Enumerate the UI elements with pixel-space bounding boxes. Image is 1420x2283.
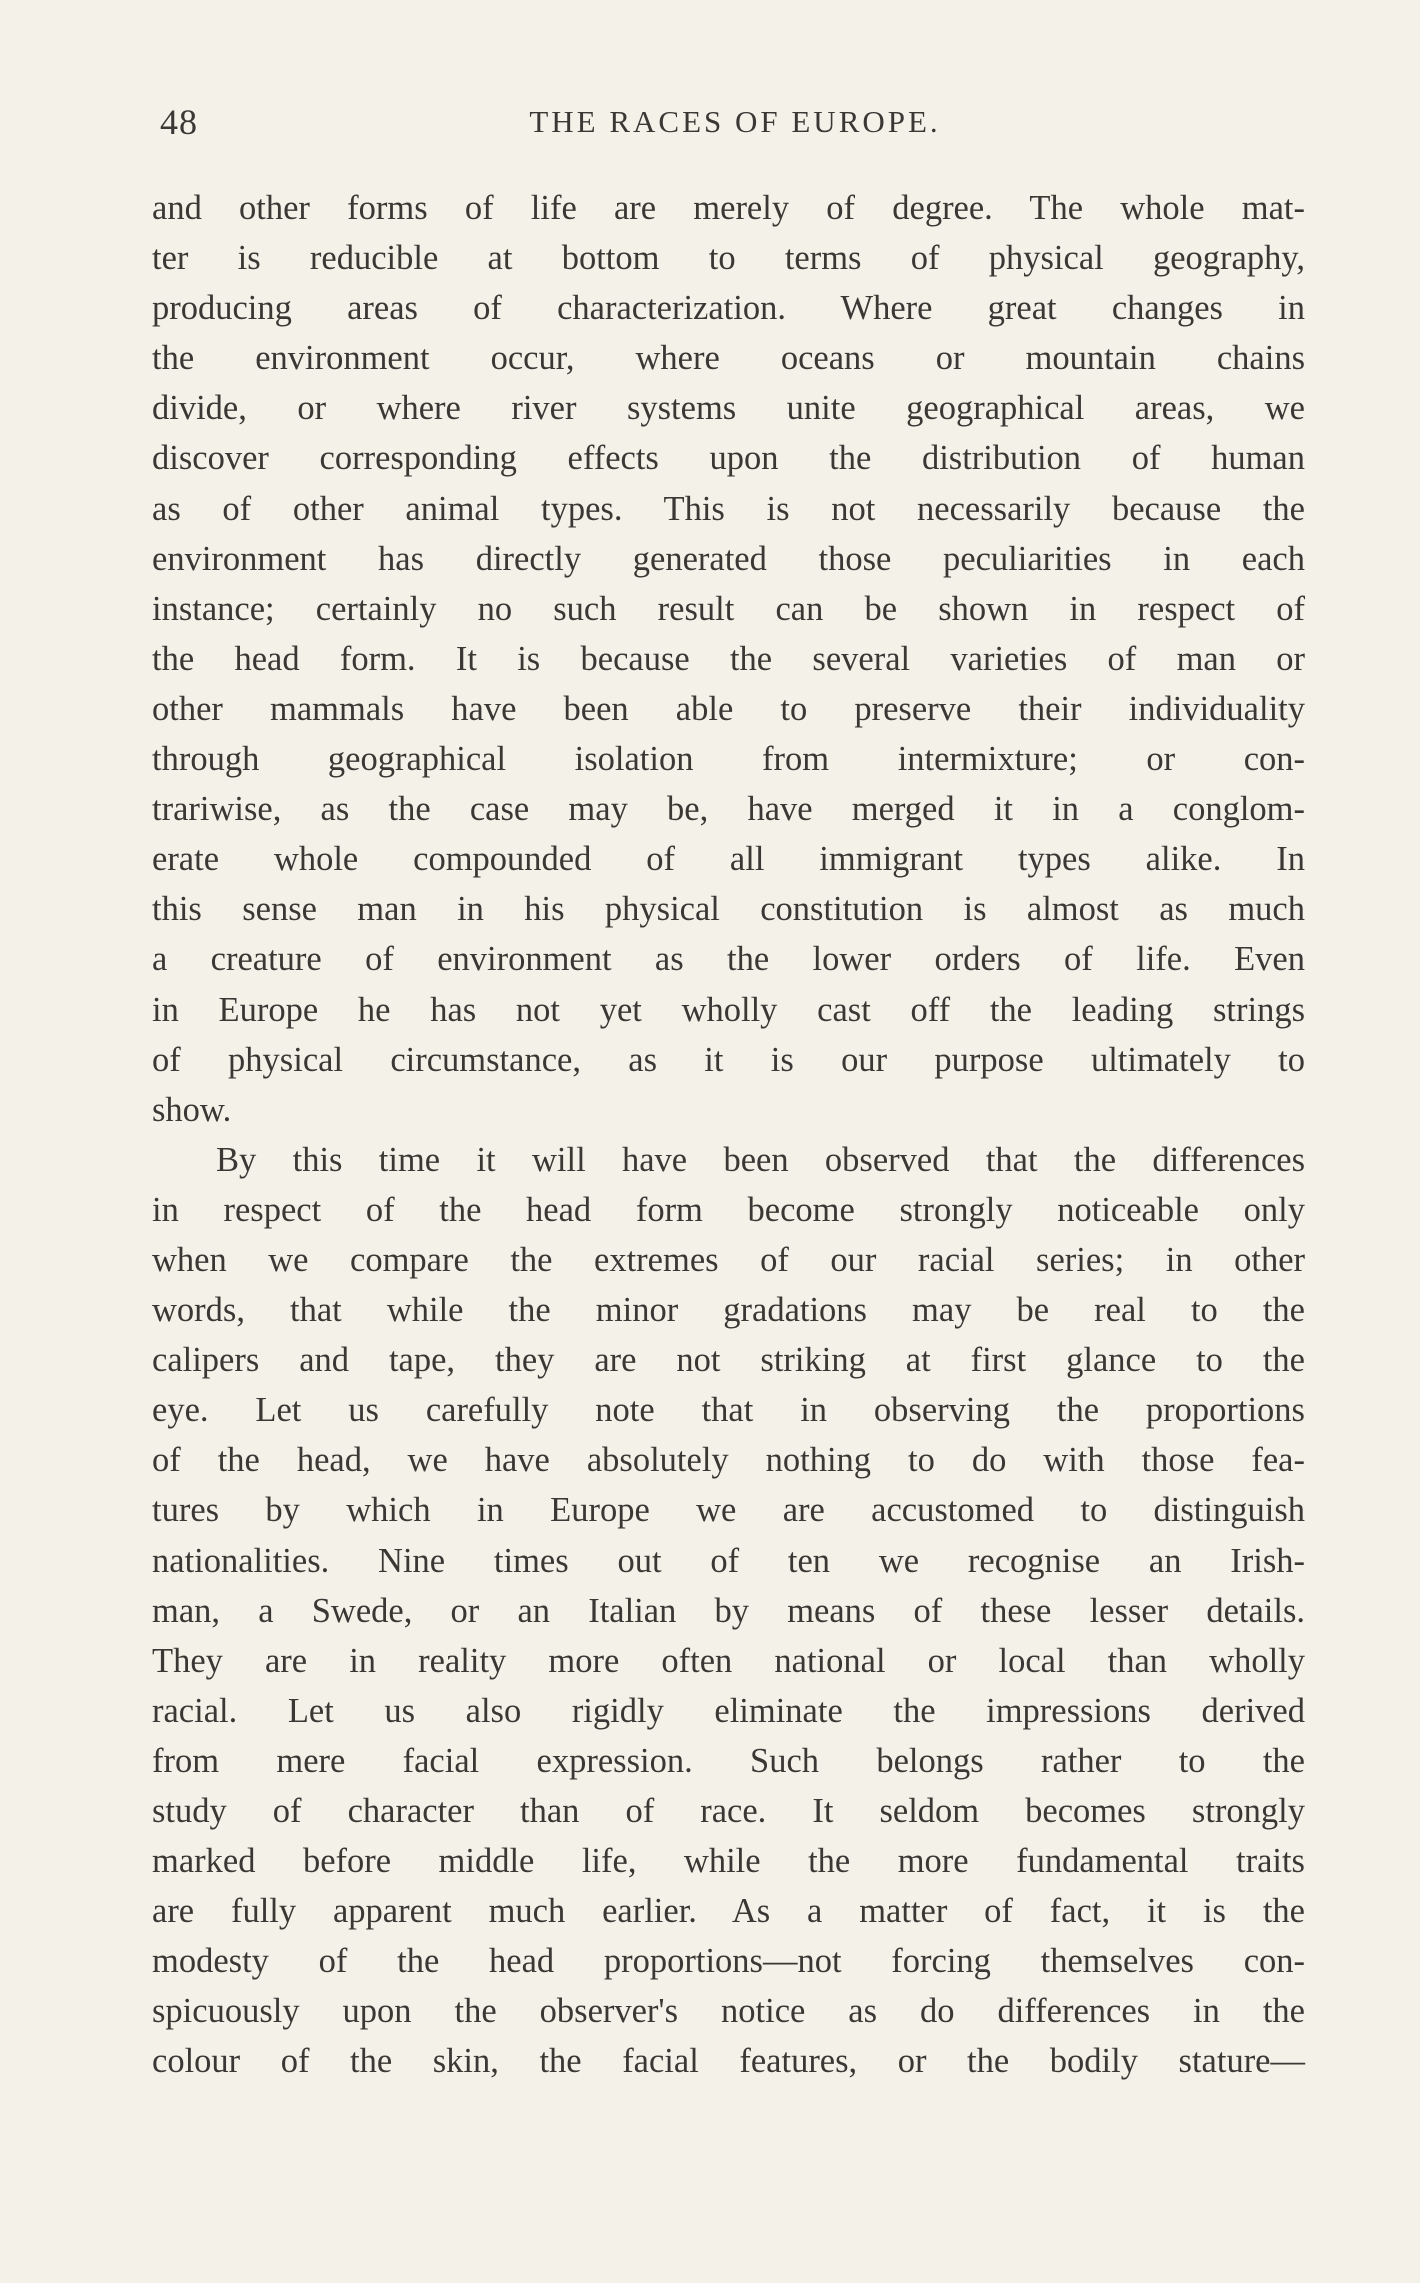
text-line: of the head, we have absolutely nothing to do with those fea- [152,1441,1305,1480]
running-head [160,98,1310,146]
text-line: tures by which in Europe we are accustomed to distinguish [152,1491,1305,1530]
text-line: in respect of the head form become strongly noticeable only [152,1190,1305,1229]
text-line: are fully apparent much earlier. As a matter of fact, it is the [152,1892,1305,1931]
text-line: calipers and tape, they are not striking at first glance to the [152,1341,1305,1380]
text-line: the environment occur, where oceans or mountain chains [152,339,1305,378]
text-line: racial. Let us also rigidly eliminate the impressions derived [152,1691,1305,1730]
paragraph [152,183,1305,1135]
running-title: THE RACES OF EUROPE. [529,104,941,139]
text-line: environment has directly generated those peculiarities in each [152,539,1305,578]
text-line: nationalities. Nine times out of ten we recognise an Irish- [152,1541,1305,1580]
page-number: 48 [160,102,198,142]
text-line: other mammals have been able to preserve their individuality [152,689,1305,728]
text-line: By this time it will have been observed that the differences [216,1140,1305,1179]
text-line: of physical circumstance, as it is our purpose ultimately to [152,1040,1305,1079]
text-line: instance; certainly no such result can be shown in respect of [152,589,1305,628]
text-line: modesty of the head proportions—not forcing themselves con- [152,1942,1305,1981]
text-line: marked before middle life, while the more fundamental traits [152,1842,1305,1881]
text-line: in Europe he has not yet wholly cast off the leading strings [152,990,1305,1029]
text-line: this sense man in his physical constitution is almost as much [152,890,1305,929]
text-line: and other forms of life are merely of degree. The whole mat- [152,189,1305,227]
text-line: study of character than of race. It seldom becomes strongly [152,1792,1305,1830]
paragraph [152,1135,1305,2087]
body-text [152,183,1305,2087]
text-line: divide, or where river systems unite geographical areas, we [152,389,1305,428]
text-line: colour of the skin, the facial features, or the bodily stature— [152,2042,1305,2081]
text-line: the head form. It is because the several varieties of man or [152,639,1305,678]
text-line: through geographical isolation from intermixture; or con- [152,740,1305,779]
text-line: when we compare the extremes of our racial series; in other [152,1240,1305,1279]
text-line: words, that while the minor gradations may be real to the [152,1291,1305,1330]
text-line: trariwise, as the case may be, have merged it in a conglom- [152,790,1305,829]
text-line: producing areas of characterization. Where great changes in [152,289,1305,328]
text-line: a creature of environment as the lower orders of life. Even [152,940,1305,979]
text-line: as of other animal types. This is not necessarily because the [152,489,1305,528]
text-line: ter is reducible at bottom to terms of physical geography, [152,239,1305,278]
text-line: from mere facial expression. Such belongs rather to the [152,1741,1305,1780]
text-line: eye. Let us carefully note that in observing the proportions [152,1391,1305,1430]
text-line: man, a Swede, or an Italian by means of these lesser details. [152,1591,1305,1630]
text-line: spicuously upon the observer's notice as do differences in the [152,1992,1305,2031]
text-line: erate whole compounded of all immigrant types alike. In [152,840,1305,879]
text-line: show. [152,1090,232,1129]
text-line: discover corresponding effects upon the distribution of human [152,439,1305,478]
text-line: They are in reality more often national or local than wholly [152,1641,1305,1680]
